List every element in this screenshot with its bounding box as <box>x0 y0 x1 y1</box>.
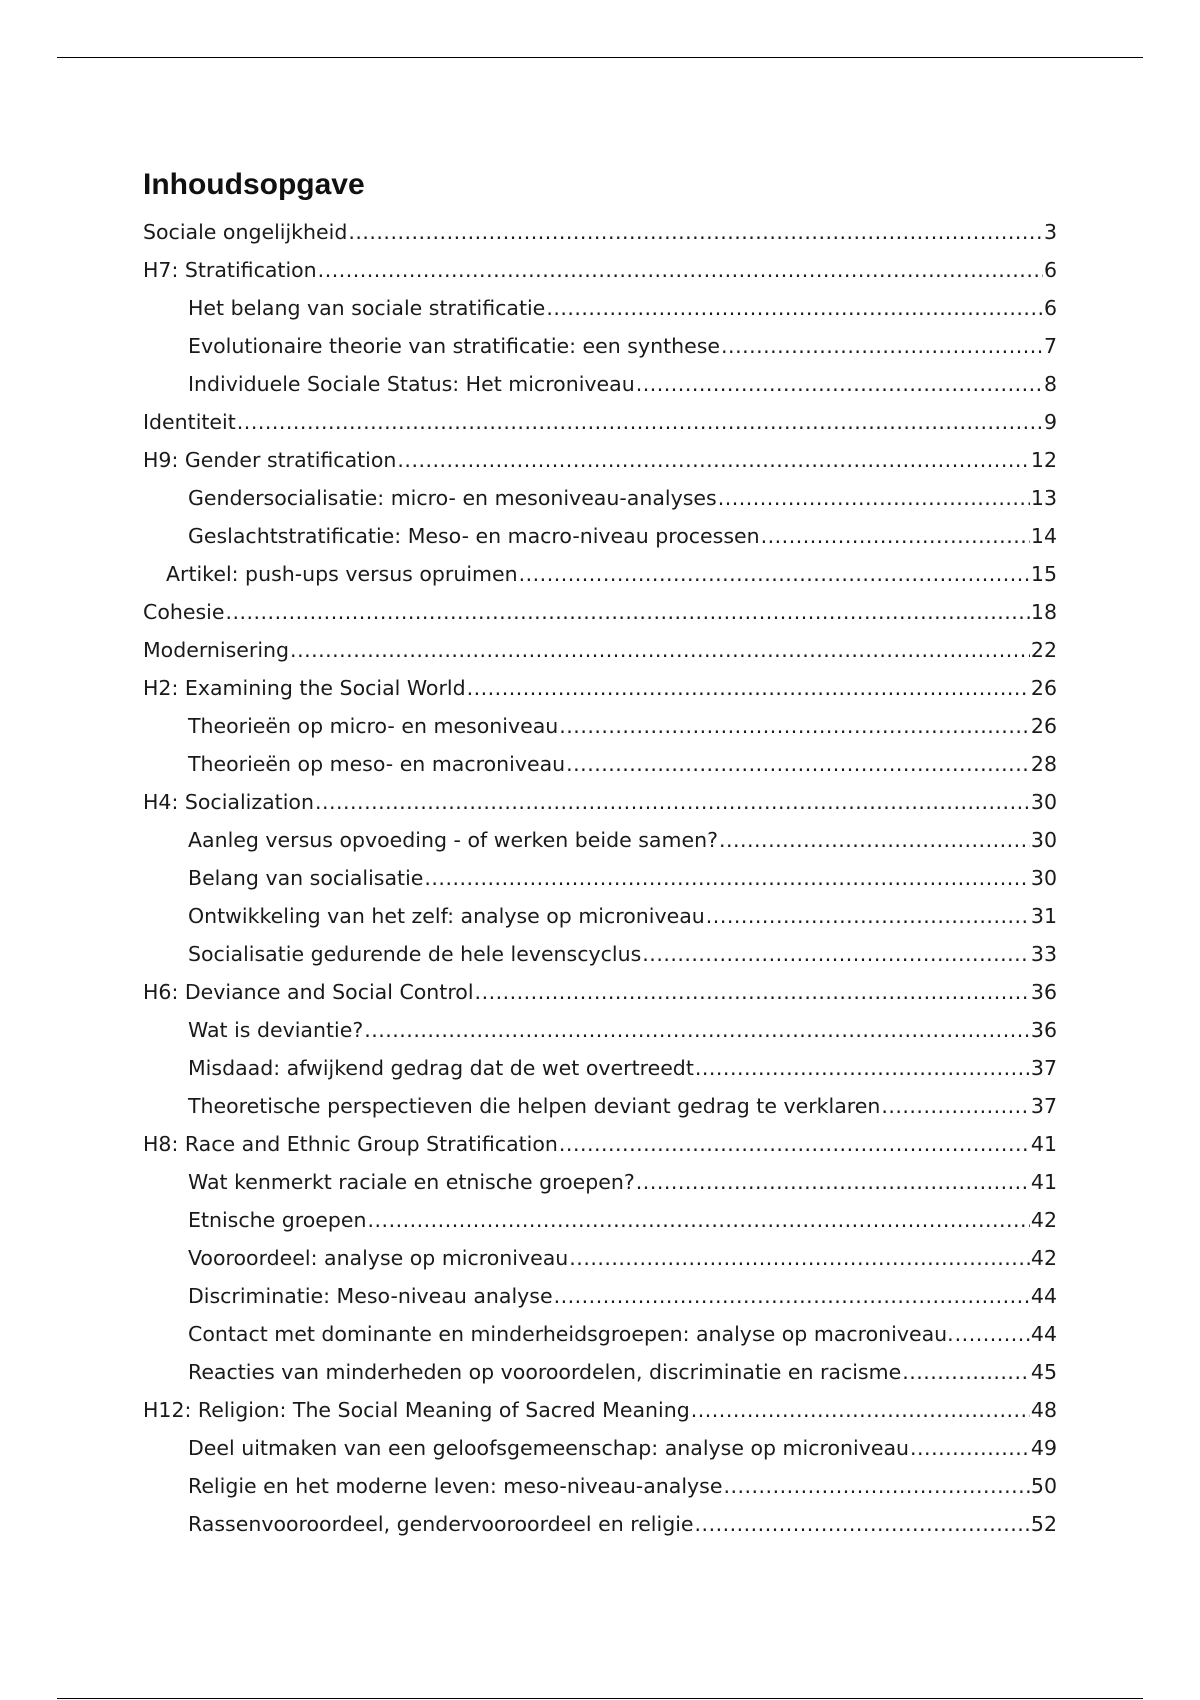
toc-entry-text: Belang van socialisatie <box>188 866 424 890</box>
toc-entry[interactable] <box>143 441 1057 479</box>
toc-entry[interactable] <box>143 859 1057 897</box>
toc-page-number: 36 <box>1030 980 1057 1004</box>
toc-dot-leader <box>569 1239 1030 1277</box>
toc-dot-leader <box>368 1201 1030 1239</box>
toc-entry-text: Wat kenmerkt raciale en etnische groepen? <box>188 1170 635 1194</box>
toc-entry-text: Evolutionaire theorie van stratificatie: een synthese <box>188 334 721 358</box>
toc-entry-text: Misdaad: afwijkend gedrag dat de wet overtreedt <box>188 1056 694 1080</box>
toc-entry-text: Artikel: push-ups versus opruimen <box>166 562 518 586</box>
toc-dot-leader <box>519 555 1030 593</box>
toc-entry-text: H12: Religion: The Social Meaning of Sacred Meaning <box>143 1398 690 1422</box>
toc-page-number: 26 <box>1030 714 1057 738</box>
toc-dot-leader <box>695 1049 1030 1087</box>
toc-entry-text: Theorieën op meso- en macroniveau <box>188 752 566 776</box>
toc-page-number: 9 <box>1043 410 1057 434</box>
toc-dot-leader <box>636 365 1043 403</box>
table-of-contents <box>143 165 1057 1543</box>
toc-entry-text: Religie en het moderne leven: meso-niveau-analyse <box>188 1474 723 1498</box>
toc-dot-leader <box>955 1315 1030 1353</box>
toc-entry[interactable] <box>143 365 1057 403</box>
toc-dot-leader <box>636 1163 1030 1201</box>
toc-entry[interactable] <box>143 1505 1057 1543</box>
toc-page-number: 52 <box>1030 1512 1057 1536</box>
toc-page-number: 37 <box>1030 1056 1057 1080</box>
toc-dot-leader <box>364 1011 1030 1049</box>
toc-entry-text: Cohesie <box>143 600 225 624</box>
toc-entry[interactable] <box>143 1125 1057 1163</box>
toc-page-number: 44 <box>1030 1322 1057 1346</box>
toc-dot-leader <box>559 1125 1030 1163</box>
top-rule <box>57 57 1143 58</box>
toc-page-number: 6 <box>1043 296 1057 320</box>
toc-dot-leader <box>566 745 1030 783</box>
toc-entry[interactable] <box>143 555 1057 593</box>
toc-page-number: 36 <box>1030 1018 1057 1042</box>
toc-entry-text: Gendersocialisatie: micro- en mesoniveau-analyses <box>188 486 717 510</box>
toc-page-number: 41 <box>1030 1170 1057 1194</box>
toc-entry[interactable] <box>143 517 1057 555</box>
toc-dot-leader <box>237 403 1043 441</box>
toc-page-number: 31 <box>1030 904 1057 928</box>
toc-page-number: 22 <box>1030 638 1057 662</box>
toc-entry[interactable] <box>143 1277 1057 1315</box>
toc-page-number: 42 <box>1030 1208 1057 1232</box>
toc-entry-text: Ontwikkeling van het zelf: analyse op microniveau <box>188 904 705 928</box>
toc-page-number: 30 <box>1030 828 1057 852</box>
toc-entry[interactable] <box>143 935 1057 973</box>
toc-dot-leader <box>642 935 1030 973</box>
toc-dot-leader <box>315 783 1030 821</box>
toc-page-number: 44 <box>1030 1284 1057 1308</box>
toc-entry-text: Het belang van sociale stratificatie <box>188 296 546 320</box>
toc-page-number: 13 <box>1030 486 1057 510</box>
toc-title: Inhoudsopgave <box>143 168 365 201</box>
toc-entry[interactable] <box>143 1353 1057 1391</box>
toc-entry-text: Theorieën op micro- en mesoniveau <box>188 714 559 738</box>
toc-entry[interactable] <box>143 289 1057 327</box>
toc-entry-text: H9: Gender stratification <box>143 448 397 472</box>
toc-entry[interactable] <box>143 669 1057 707</box>
toc-dot-leader <box>424 859 1030 897</box>
toc-dot-leader <box>348 213 1043 251</box>
toc-page-number: 33 <box>1030 942 1057 966</box>
toc-page-number: 30 <box>1030 866 1057 890</box>
toc-entry[interactable] <box>143 479 1057 517</box>
toc-dot-leader <box>706 897 1030 935</box>
toc-entry[interactable] <box>143 1429 1057 1467</box>
toc-entry[interactable] <box>143 1201 1057 1239</box>
toc-dot-leader <box>318 251 1043 289</box>
toc-entry-text: Geslachtstratificatie: Meso- en macro-niveau processen <box>188 524 760 548</box>
toc-entry[interactable] <box>143 897 1057 935</box>
toc-page-number: 26 <box>1030 676 1057 700</box>
toc-page-number: 42 <box>1030 1246 1057 1270</box>
toc-entry[interactable] <box>143 631 1057 669</box>
toc-page-number: 30 <box>1030 790 1057 814</box>
toc-entry[interactable] <box>143 1011 1057 1049</box>
toc-dot-leader <box>719 821 1030 859</box>
toc-entry[interactable] <box>143 593 1057 631</box>
toc-page-number: 3 <box>1043 220 1057 244</box>
toc-dot-leader <box>723 1467 1029 1505</box>
toc-entry-text: Discriminatie: Meso-niveau analyse <box>188 1284 553 1308</box>
toc-dot-leader <box>695 1505 1030 1543</box>
toc-dot-leader <box>718 479 1030 517</box>
toc-entry-text: H7: Stratification <box>143 258 317 282</box>
toc-entry-text: Deel uitmaken van een geloofsgemeenschap: analyse op microniveau <box>188 1436 910 1460</box>
toc-page-number: 6 <box>1043 258 1057 282</box>
toc-dot-leader <box>475 973 1030 1011</box>
toc-page-number: 49 <box>1030 1436 1057 1460</box>
toc-list <box>143 213 1057 1543</box>
toc-entry-text: H6: Deviance and Social Control <box>143 980 474 1004</box>
toc-page-number: 50 <box>1030 1474 1057 1498</box>
toc-entry[interactable] <box>143 707 1057 745</box>
toc-dot-leader <box>691 1391 1030 1429</box>
toc-dot-leader <box>902 1353 1030 1391</box>
toc-entry-text: Rassenvooroordeel, gendervooroordeel en religie <box>188 1512 694 1536</box>
toc-entry-text: H4: Socialization <box>143 790 314 814</box>
toc-entry[interactable] <box>143 783 1057 821</box>
toc-entry[interactable] <box>143 1315 1057 1353</box>
toc-entry-text: Identiteit <box>143 410 236 434</box>
toc-dot-leader <box>225 593 1029 631</box>
toc-dot-leader <box>467 669 1030 707</box>
toc-entry-text: Wat is deviantie? <box>188 1018 364 1042</box>
toc-entry[interactable] <box>143 973 1057 1011</box>
toc-page-number: 15 <box>1030 562 1057 586</box>
toc-page-number: 37 <box>1030 1094 1057 1118</box>
toc-entry-text: Contact met dominante en minderheidsgroepen: analyse op macroniveau. <box>188 1322 954 1346</box>
toc-entry-text: Etnische groepen <box>188 1208 367 1232</box>
toc-entry-text: Sociale ongelijkheid <box>143 220 348 244</box>
toc-entry[interactable] <box>143 1239 1057 1277</box>
toc-dot-leader <box>559 707 1030 745</box>
toc-entry[interactable] <box>143 403 1057 441</box>
toc-page-number: 48 <box>1030 1398 1057 1422</box>
toc-page-number: 45 <box>1030 1360 1057 1384</box>
toc-page-number: 7 <box>1043 334 1057 358</box>
toc-entry[interactable] <box>143 251 1057 289</box>
toc-entry-text: Theoretische perspectieven die helpen deviant gedrag te verklaren <box>188 1094 881 1118</box>
toc-entry-text: Individuele Sociale Status: Het microniveau <box>188 372 635 396</box>
toc-dot-leader <box>397 441 1030 479</box>
toc-page-number: 8 <box>1043 372 1057 396</box>
toc-dot-leader <box>554 1277 1030 1315</box>
toc-entry[interactable] <box>143 327 1057 365</box>
toc-entry-text: Aanleg versus opvoeding - of werken beide samen? <box>188 828 718 852</box>
toc-page-number: 18 <box>1030 600 1057 624</box>
toc-page-number: 28 <box>1030 752 1057 776</box>
toc-entry[interactable] <box>143 213 1057 251</box>
toc-entry-text: Vooroordeel: analyse op microniveau <box>188 1246 569 1270</box>
toc-dot-leader <box>761 517 1030 555</box>
toc-entry[interactable] <box>143 1163 1057 1201</box>
toc-entry-text: H2: Examining the Social World <box>143 676 466 700</box>
toc-entry[interactable] <box>143 1087 1057 1125</box>
bottom-rule <box>57 1698 1143 1699</box>
toc-dot-leader <box>721 327 1043 365</box>
toc-dot-leader <box>546 289 1043 327</box>
toc-entry[interactable] <box>143 745 1057 783</box>
toc-entry-text: H8: Race and Ethnic Group Stratification <box>143 1132 558 1156</box>
toc-entry[interactable] <box>143 1467 1057 1505</box>
toc-entry-text: Modernisering <box>143 638 290 662</box>
toc-entry-text: Reacties van minderheden op vooroordelen, discriminatie en racisme <box>188 1360 902 1384</box>
toc-entry[interactable] <box>143 821 1057 859</box>
toc-dot-leader <box>910 1429 1030 1467</box>
toc-page-number: 14 <box>1030 524 1057 548</box>
toc-page-number: 41 <box>1030 1132 1057 1156</box>
toc-dot-leader <box>881 1087 1030 1125</box>
toc-entry[interactable] <box>143 1391 1057 1429</box>
toc-entry-text: Socialisatie gedurende de hele levenscyclus <box>188 942 642 966</box>
toc-dot-leader <box>290 631 1030 669</box>
toc-page-number: 12 <box>1030 448 1057 472</box>
toc-entry[interactable] <box>143 1049 1057 1087</box>
